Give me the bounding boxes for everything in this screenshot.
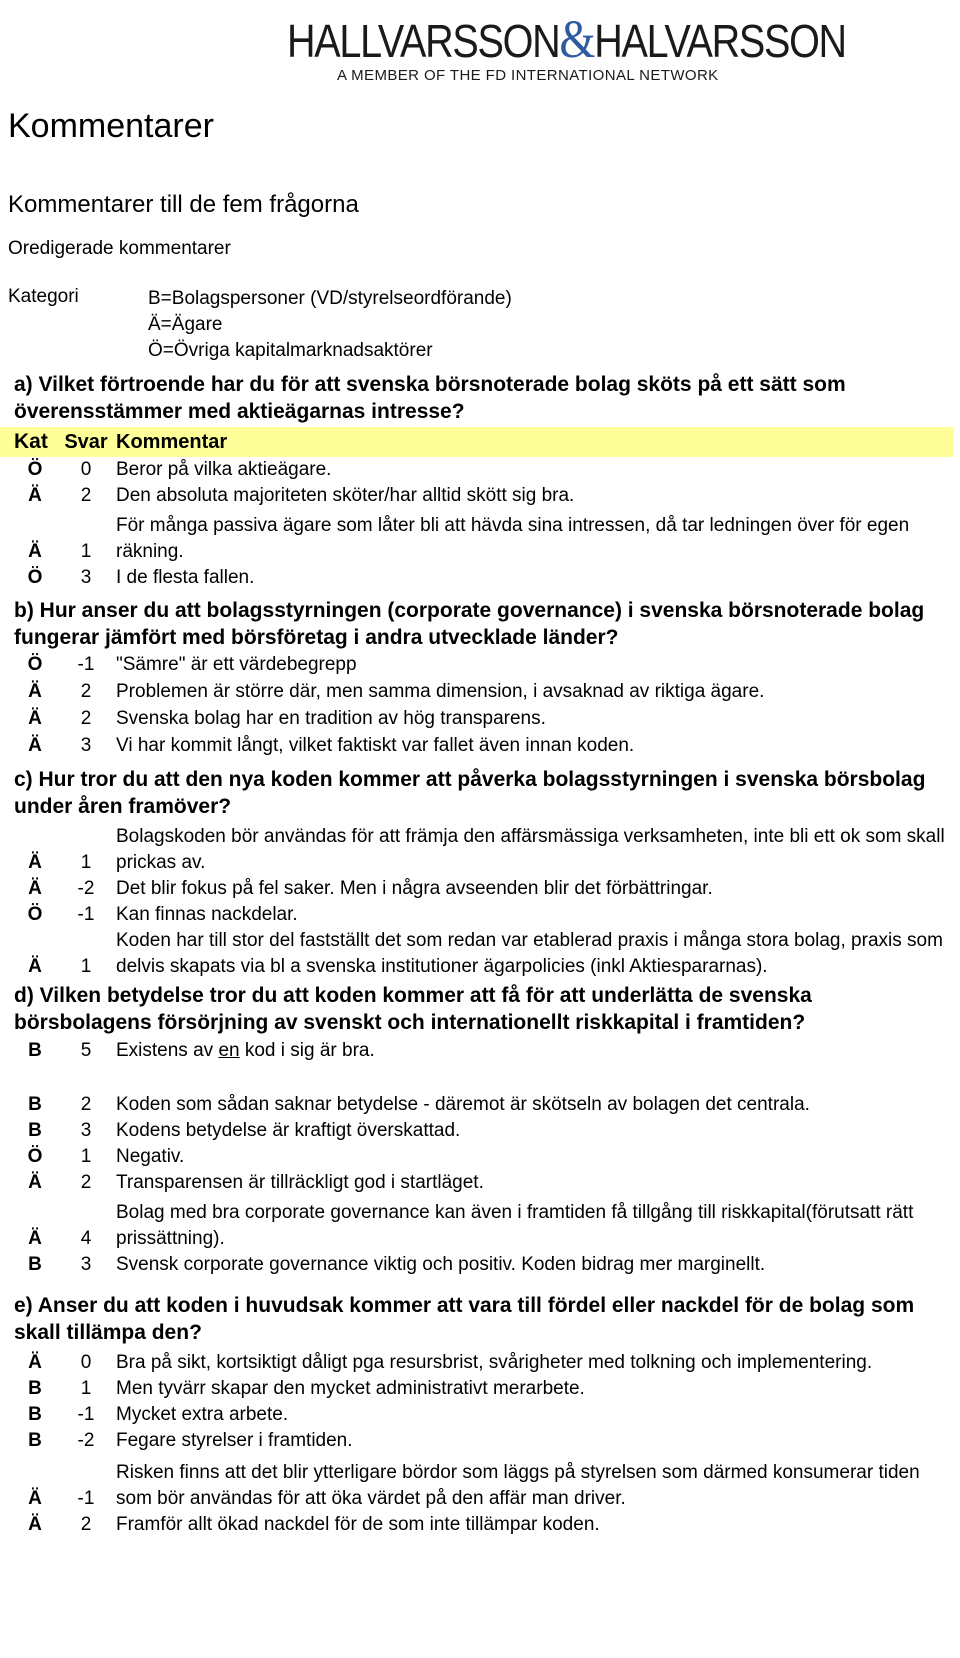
- row-kommentar: För många passiva ägare som låter bli att hävda sina intressen, då tar ledningen över för egen räkning.: [116, 515, 910, 562]
- logo-ampersand: &: [559, 9, 595, 69]
- table-row: [14, 513, 954, 565]
- intro-text: Oredigerade kommentarer: [8, 238, 231, 259]
- row-kat: Ä: [28, 1172, 42, 1193]
- row-svar: -1: [77, 1404, 95, 1425]
- row-kommentar: Bolag med bra corporate governance kan även i framtiden få tillgång till riskkapital(förutsatt rätt prissättning).: [116, 1202, 914, 1249]
- table-row: [14, 1200, 954, 1252]
- row-kommentar: Det blir fokus på fel saker. Men i några avseenden blir det förbättringar.: [116, 878, 713, 899]
- question-a: a) Vilket förtroende har du för att svenska börsnoterade bolag sköts på ett sätt som överensstämmer med aktieägarnas intresse?: [14, 373, 846, 423]
- kommentar-text: kod i sig är bra.: [239, 1040, 375, 1061]
- table-row: [14, 1092, 954, 1118]
- question-d: d) Vilken betydelse tror du att koden kommer att få för att underlätta de svenska börsbolagens försörjning av svenskt och internationellt riskkapital i framtiden?: [14, 984, 812, 1034]
- row-svar: 0: [80, 459, 92, 480]
- row-kommentar: Bolagskoden bör användas för att främja den affärsmässiga verksamheten, inte bli ett ok som skall prickas av.: [116, 826, 945, 873]
- row-kat: B: [28, 1404, 42, 1425]
- kategori-value: Ö=Övriga kapitalmarknadsaktörer: [148, 340, 433, 361]
- row-kat: B: [28, 1094, 42, 1115]
- kategori-values: [148, 286, 512, 364]
- table-header: [0, 427, 954, 457]
- table-row: [14, 1350, 954, 1376]
- row-kat: Ä: [28, 708, 42, 729]
- row-kat: Ö: [27, 1146, 43, 1167]
- row-kommentar: Vi har kommit långt, vilket faktiskt var fallet även innan koden.: [116, 735, 635, 756]
- row-svar: 1: [80, 852, 92, 873]
- row-kat: Ä: [28, 735, 42, 756]
- row-svar: 4: [80, 1228, 92, 1249]
- row-kommentar: Svenska bolag har en tradition av hög transparens.: [116, 708, 546, 729]
- row-kommentar: Risken finns att det blir ytterligare bördor som läggs på styrelsen som därmed konsumerar tiden som bör användas för att öka värdet på den affär man driver.: [116, 1462, 920, 1509]
- table-row: [14, 1144, 954, 1170]
- row-kat: B: [28, 1040, 42, 1061]
- row-kommentar: Bra på sikt, kortsiktigt dåligt pga resursbrist, svårigheter med tolkning och implementering.: [116, 1352, 873, 1373]
- logo-left-word: HALLVARSSON: [287, 15, 560, 67]
- row-svar: 2: [80, 485, 92, 506]
- row-kat: Ä: [28, 541, 42, 562]
- table-row: [14, 1512, 954, 1538]
- page-title: Kommentarer: [8, 107, 214, 145]
- table-row: [14, 902, 954, 928]
- kategori-value: B=Bolagspersoner (VD/styrelseordförande): [148, 288, 512, 309]
- row-kommentar: Men tyvärr skapar den mycket administrativt merarbete.: [116, 1378, 585, 1399]
- row-svar: 3: [80, 1120, 92, 1141]
- table-row: [14, 678, 954, 705]
- row-kat: Ö: [27, 567, 43, 588]
- table-row: [14, 876, 954, 902]
- logo-wordmark: [287, 8, 846, 70]
- row-svar: 5: [80, 1040, 92, 1061]
- table-row: [14, 1252, 954, 1278]
- table-row: [14, 928, 954, 980]
- row-kat: B: [28, 1430, 42, 1451]
- survey-content: [14, 371, 954, 1538]
- row-kommentar: "Sämre" är ett värdebegrepp: [116, 654, 357, 675]
- row-svar: -2: [77, 1430, 95, 1451]
- table-row: [14, 1376, 954, 1402]
- table-row: [14, 1428, 954, 1454]
- row-kommentar: Beror på vilka aktieägare.: [116, 459, 332, 480]
- table-row: [14, 1402, 954, 1428]
- logo-tagline: A MEMBER OF THE FD INTERNATIONAL NETWORK: [337, 67, 719, 84]
- row-kommentar: Kodens betydelse är kraftigt överskattad.: [116, 1120, 461, 1141]
- row-kommentar: Negativ.: [116, 1146, 185, 1167]
- kategori-label: Kategori: [8, 286, 79, 307]
- table-row: [14, 705, 954, 732]
- row-svar: 2: [80, 1094, 92, 1115]
- row-svar: 1: [80, 1146, 92, 1167]
- table-row: [14, 1460, 954, 1512]
- question-b: b) Hur anser du att bolagsstyrningen (corporate governance) i svenska börsnoterade bolag fungerar jämfört med börsföretag i andra utvecklade länder?: [14, 599, 925, 649]
- row-kat: Ä: [28, 1514, 42, 1535]
- row-svar: 3: [80, 1254, 92, 1275]
- row-kommentar: Svensk corporate governance viktig och positiv. Koden bidrag mer marginellt.: [116, 1254, 766, 1275]
- row-kat: Ä: [28, 1352, 42, 1373]
- row-kommentar: [116, 1038, 954, 1064]
- row-kat: Ä: [28, 1488, 42, 1509]
- table-row: [14, 565, 954, 591]
- row-kommentar: Transparensen är tillräckligt god i startläget.: [116, 1172, 484, 1193]
- row-kat: Ä: [28, 1228, 42, 1249]
- row-svar: 2: [80, 708, 92, 729]
- spacer: [14, 1064, 954, 1090]
- table-row: [14, 732, 954, 760]
- row-kommentar: Kan finnas nackdelar.: [116, 904, 298, 925]
- row-kommentar: Koden som sådan saknar betydelse - däremot är skötseln av bolagen det centrala.: [116, 1094, 810, 1115]
- table-row: [14, 824, 954, 876]
- row-svar: 3: [80, 567, 92, 588]
- row-kat: B: [28, 1120, 42, 1141]
- table-row: [14, 651, 954, 678]
- row-kommentar: Framför allt ökad nackdel för de som inte tillämpar koden.: [116, 1514, 600, 1535]
- row-svar: 1: [80, 541, 92, 562]
- kategori-value: Ä=Ägare: [148, 314, 223, 335]
- row-kat: Ä: [28, 852, 42, 873]
- row-svar: 0: [80, 1352, 92, 1373]
- row-kat: Ä: [28, 681, 42, 702]
- row-svar: -1: [77, 904, 95, 925]
- row-kat: B: [28, 1378, 42, 1399]
- row-svar: -1: [77, 1488, 95, 1509]
- row-kommentar: Fegare styrelser i framtiden.: [116, 1430, 353, 1451]
- table-row: [14, 1170, 954, 1196]
- page-subtitle: Kommentarer till de fem frågorna: [8, 191, 359, 218]
- row-svar: -1: [77, 654, 95, 675]
- row-svar: 3: [80, 735, 92, 756]
- row-svar: -2: [77, 878, 95, 899]
- row-svar: 2: [80, 1172, 92, 1193]
- row-kat: Ö: [27, 904, 43, 925]
- header-svar: Svar: [64, 431, 108, 453]
- row-svar: 1: [80, 956, 92, 977]
- row-svar: 2: [80, 1514, 92, 1535]
- kommentar-text: Existens av: [116, 1040, 219, 1061]
- row-kommentar: Mycket extra arbete.: [116, 1404, 289, 1425]
- row-kommentar: Problemen är större där, men samma dimension, i avsaknad av riktiga ägare.: [116, 681, 765, 702]
- header-kat: Kat: [14, 430, 48, 453]
- logo-right-word: HALVARSSON: [594, 15, 846, 67]
- row-svar: 1: [80, 1378, 92, 1399]
- row-svar: 2: [80, 681, 92, 702]
- question-e: e) Anser du att koden i huvudsak kommer att vara till fördel eller nackdel för de bolag som skall tillämpa den?: [14, 1294, 915, 1344]
- table-row: [14, 483, 954, 509]
- company-logo: [0, 0, 960, 95]
- row-kat: Ö: [27, 654, 43, 675]
- table-row: [14, 1038, 954, 1064]
- row-kat: Ä: [28, 485, 42, 506]
- row-kommentar: Den absoluta majoriteten sköter/har alltid skött sig bra.: [116, 485, 575, 506]
- row-kommentar: I de flesta fallen.: [116, 567, 255, 588]
- row-kat: B: [28, 1254, 42, 1275]
- table-row: [14, 1118, 954, 1144]
- table-row: [14, 457, 954, 483]
- question-c: c) Hur tror du att den nya koden kommer att påverka bolagsstyrningen i svenska börsbolag under åren framöver?: [14, 768, 926, 818]
- kommentar-underlined: en: [218, 1040, 240, 1061]
- row-kat: Ö: [27, 459, 43, 480]
- row-kat: Ä: [28, 878, 42, 899]
- row-kat: Ä: [28, 956, 42, 977]
- row-kommentar: Koden har till stor del fastställt det som redan var etablerad praxis i många stora bolag, praxis som delvis skapats via bl a svenska institutioner ägarpolicies (inkl Aktiespararnas).: [116, 930, 943, 977]
- header-kommentar: Kommentar: [116, 431, 228, 453]
